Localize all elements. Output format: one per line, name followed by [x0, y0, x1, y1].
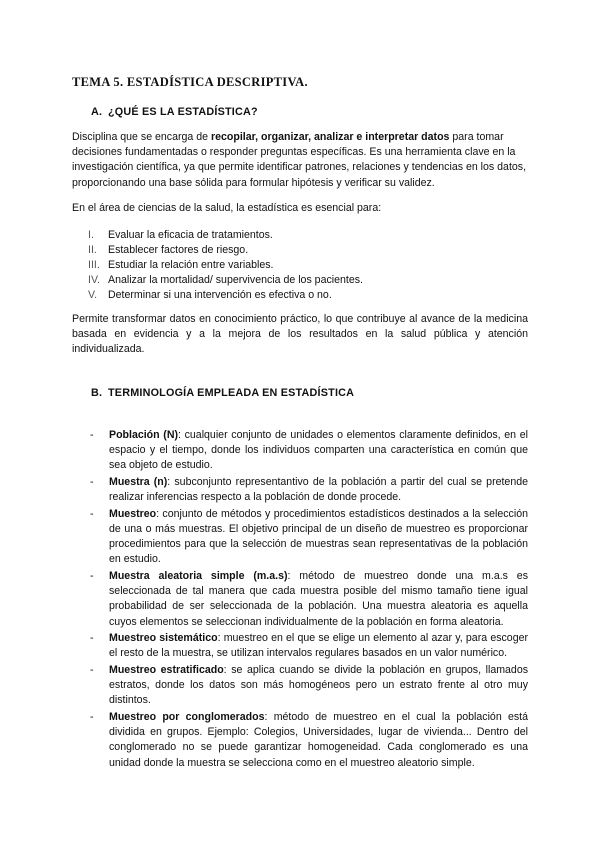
term-item-muestra [90, 475, 528, 505]
term-definition: : se aplica cuando se divide la población en grupos, llamados estratos, donde los datos son más homogéneos pero un estrato frente al otro muy distintos. [109, 664, 529, 707]
dash-bullet: - [90, 507, 94, 520]
term-name: Muestra (n) [109, 476, 168, 488]
term-name: Muestreo sistemático [109, 632, 218, 645]
term-item-conglomerados [90, 710, 528, 771]
dash-bullet: - [90, 711, 94, 723]
p1-pre-text: Disciplina que se encarga de [72, 131, 211, 143]
p1-post-text: para tomar decisiones fundamentadas o responder preguntas específicas. Es una herramienta clave en la investigación científica, ya que permite identificar patrones, relaciones y tendencias en los datos, proporcionando una base sólida para formular hipótesis y verificar su validez. [72, 131, 527, 189]
section-a-heading [91, 106, 258, 118]
term-item-sistematico [90, 631, 528, 661]
list-item-text: Estudiar la relación entre variables. [108, 259, 274, 271]
p1-bold-text: recopilar, organizar, analizar e interpretar datos [210, 131, 450, 143]
term-definition: : subconjunto representantivo de la población a partir del cual se pretende realizar inferencias respecto a la población de donde procede. [109, 476, 528, 504]
section-b-heading [91, 387, 354, 399]
term-item-mas [90, 569, 528, 630]
term-definition: : cualquier conjunto de unidades o elementos claramente definidos, en el espacio y el tiempo, donde los individuos comparten una característica en común que sea objeto de estudio. [109, 429, 528, 472]
section-a-paragraph-1 [72, 130, 528, 191]
terminology-list [90, 428, 528, 772]
list-item [72, 228, 528, 243]
list-item-text: Evaluar la eficacia de tratamientos. [108, 229, 273, 241]
term-definition: : método de muestreo en el cual la población está dividida en grupos. Ejemplo: Colegios, Universidades, lugar de vivienda... Dentro del conglomerado no se puede garantizar homogeneidad. Cada conglomerado es una unidad donde la muestra se selecciona como en el muestreo aleatorio simple. [109, 711, 528, 769]
section-a-paragraph-2: En el área de ciencias de la salud, la estadística es esencial para: [72, 202, 382, 214]
list-item-number: IV. [88, 274, 100, 286]
list-item-text: Establecer factores de riesgo. [108, 244, 249, 256]
dash-bullet: - [90, 429, 94, 441]
term-definition: : método de muestreo donde una m.a.s es seleccionada de tal manera que cada muestra posible del mismo tamaño tiene igual probabilidad de ser seleccionada de la población. Una muestra aleatoria es aquella cuyos elementos se seleccionan individualmente de la población en forma aleatoria. [109, 570, 528, 628]
list-item [72, 273, 528, 288]
list-item-text: Analizar la mortalidad/ supervivencia de los pacientes. [108, 274, 363, 286]
dash-bullet: - [90, 632, 94, 645]
list-item-number: III. [88, 259, 100, 271]
section-a-heading-text: ¿QUÉ ES LA ESTADÍSTICA? [108, 106, 258, 118]
section-b-heading-text: TERMINOLOGÍA EMPLEADA EN ESTADÍSTICA [108, 387, 355, 399]
list-item-number: V. [88, 289, 98, 301]
list-item [72, 243, 528, 258]
list-item-text: Determinar si una intervención es efectiva o no. [108, 289, 332, 301]
list-item-number: II. [88, 244, 97, 256]
section-b-letter: B. [91, 387, 103, 399]
term-name: Población (N) [109, 429, 178, 441]
term-name: Muestra aleatoria simple (m.a.s) [109, 570, 288, 582]
document-title: TEMA 5. ESTADÍSTICA DESCRIPTIVA. [72, 75, 308, 89]
uses-list [72, 228, 528, 303]
term-name: Muestreo estratificado [109, 664, 224, 676]
term-definition: : muestreo en el que se elige un elemento al azar y, para escoger el resto de la muestra, se utilizan intervalos regulares basados en un valor numérico. [109, 632, 529, 660]
term-definition: : conjunto de métodos y procedimientos estadísticos destinados a la selección de una o más muestras. El objetivo principal de un diseño de muestreo es proporcionar procedimientos para que la selección de muestras sean representativas de la población en estudio. [109, 507, 528, 566]
term-item-estratificado [90, 663, 528, 709]
section-a-paragraph-3: Permite transformar datos en conocimiento práctico, lo que contribuye al avance de la medicina basada en evidencia y a la mejora de los resultados en la salud pública y atención individualizada. [72, 313, 528, 356]
dash-bullet: - [90, 664, 94, 676]
term-item-muestreo [90, 507, 528, 568]
term-name: Muestreo por conglomerados [109, 711, 265, 723]
section-a-letter: A. [91, 106, 103, 118]
dash-bullet: - [90, 570, 94, 582]
term-item-poblacion [90, 428, 528, 474]
list-item-number: I. [88, 229, 94, 241]
term-name: Muestreo [109, 507, 157, 520]
list-item [72, 258, 528, 273]
dash-bullet: - [90, 476, 94, 488]
list-item [72, 288, 528, 303]
